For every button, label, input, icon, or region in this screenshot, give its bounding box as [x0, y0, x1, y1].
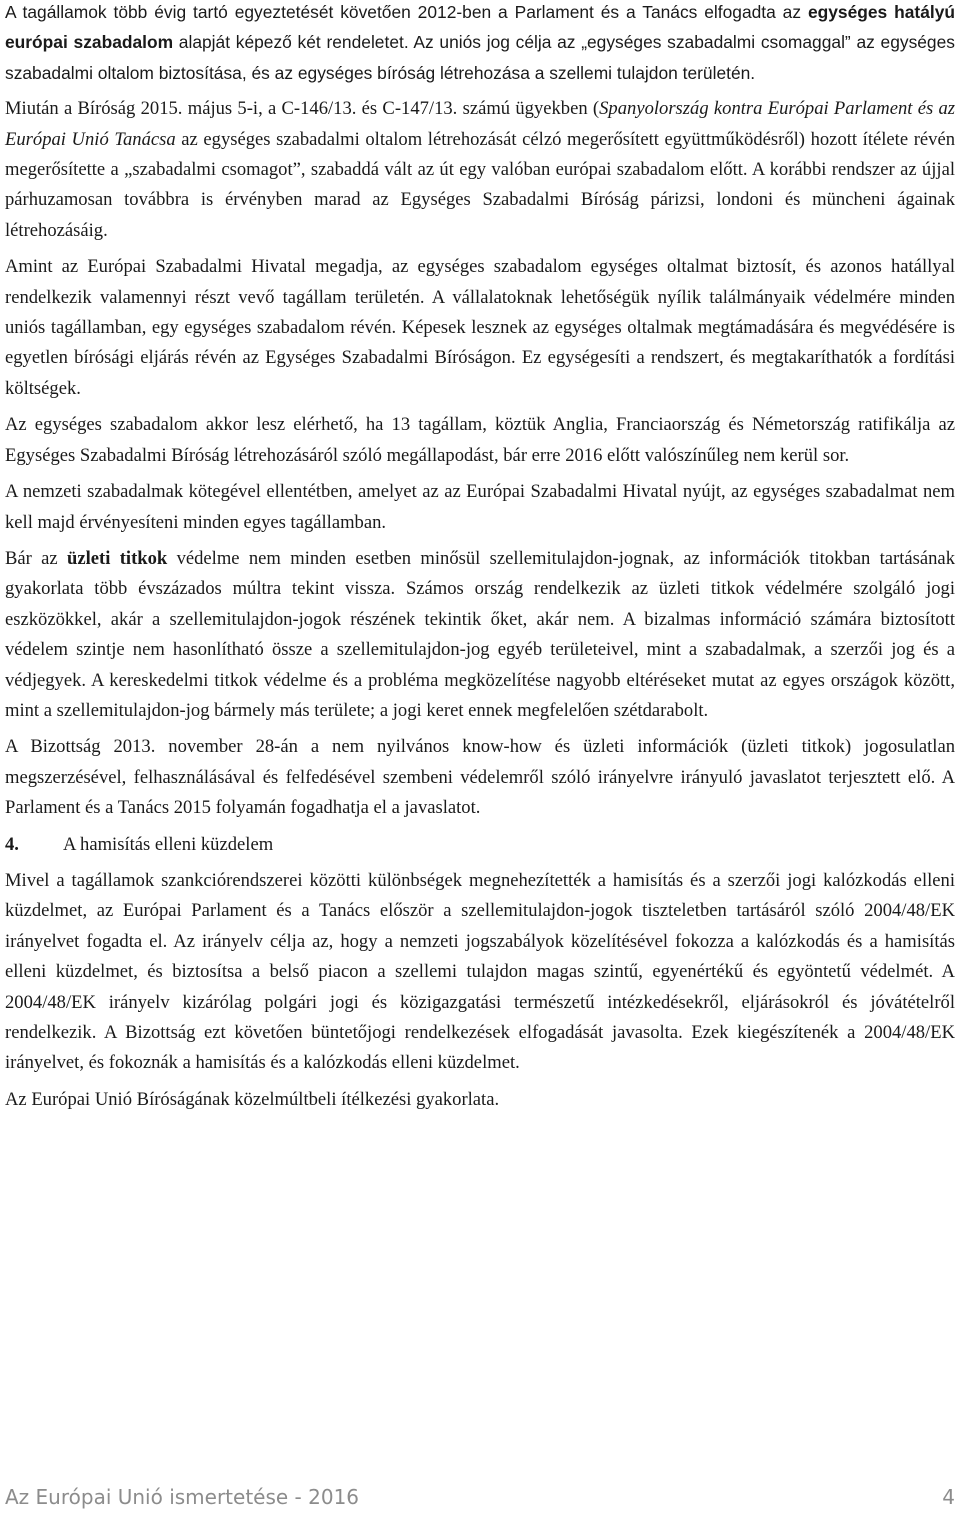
paragraph-unitary-patent-regulations: A tagállamok több évig tartó egyeztetését követően 2012-ben a Parlament és a Tanács elfogadta az egységes hatályú európai szabadalom alapját képező két rendeletet. Az uniós jog célja az „egységes szabadalmi csomaggal” az egységes szabadalmi oltalom biztosítása, és az egységes bíróság létrehozása a szellemi tulajdon területén.	[5, 2, 955, 83]
paragraph-ratification: Az egységes szabadalom akkor lesz elérhető, ha 13 tagállam, köztük Anglia, Franciaország és Németország ratifikálja az Egységes Szabadalmi Bíróság létrehozásáról szóló megállapodást, bár erre 2016 előtt valószínűleg nem kerül sor.	[5, 414, 955, 466]
bold-term-unitary-patent: egységes hatályú európai szabadalom	[5, 2, 955, 53]
paragraph-trade-secrets: Bár az üzleti titkok védelme nem minden esetben minősül szellemitulajdon-jognak, az információk titokban tartásának gyakorlata több évszázados múltra tekint vissza. Számos ország rendelkezik az üzleti titkok védelmére szolgáló jogi eszközökkel, akár a szellemitulajdon-jogok részének tekintik őket, akár nem. A bizalmas információ számára biztosított védelem szintje nem hasonlítható össze a szellemitulajdon-jog egyéb területeivel, mint a szabadalmak, a szerzői jog és a védjegyek. A kereskedelmi titkok védelme és a probléma megközelítése nagyobb eltéréseket mutat az egyes országok között, mint a szellemitulajdon-jog bármely más területe; a jogi keret ennek megfelelően szétdarabolt.	[5, 547, 955, 721]
paragraph-counterfeiting-directive: Mivel a tagállamok szankciórendszerei közötti különbségek megnehezítették a hamisítás és a szerzői jogi kalózkodás elleni küzdelmet, az Európai Parlament és a Tanács először a szellemitulajdon-jogok tiszteletben tartásáról szóló 2004/48/EK irányelvet fogadta el. Az irányelv célja az, hogy a nemzeti jogszabályok közelítésével fokozza a kalózkodás és a hamisítás elleni küzdelmet, és biztosítsa a belső piacon a szellemi tulajdon magas szintű, egyenértékű és egyöntetű védelmét. A 2004/48/EK irányelv kizárólag polgári jogi és közigazgatási természetű intézkedésekről, eljárásokról és jóvátételről rendelkezik. A Bizottság ezt követően büntetőjogi rendelkezések elfogadását javasolta. Ezek kiegészítenék a 2004/48/EK irányelvet, és fokoznák a hamisítás és a kalózkodás elleni küzdelmet.	[5, 869, 955, 1074]
paragraph-commission-proposal: A Bizottság 2013. november 28-án a nem nyilvános know-how és üzleti információk (üzleti titkok) jogosulatlan megszerzésével, felhasználásával és felfedésével szembeni védelemről szóló irányelvre irányuló javaslatot terjesztett elő. A Parlament és a Tanács 2015 folyamán fogadhatja el a javaslatot.	[5, 736, 955, 819]
footer-title: Az Európai Unió ismertetése - 2016	[5, 1485, 360, 1509]
section-heading	[5, 830, 955, 860]
italic-case-name: Spanyolország kontra Európai Parlament és az Európai Unió Tanácsa	[5, 98, 955, 150]
document-body	[5, 0, 955, 1121]
paragraph-national-patents: A nemzeti szabadalmak kötegével ellentétben, amelyet az az Európai Szabadalmi Hivatal nyújt, az egységes szabadalmat nem kell majd érvényesíteni minden egyes tagállamban.	[5, 481, 955, 533]
paragraph-epo-protection: Amint az Európai Szabadalmi Hivatal megadja, az egységes szabadalom egységes oltalmat biztosít, és azonos hatállyal rendelkezik valamennyi részt vevő tagállam területén. A vállalatoknak lehetőségük nyílik találmányaik védelmére minden uniós tagállamban, egy egységes szabadalom révén. Képesek lesznek az egységes oltalmak megtámadására és megvédésére is egyetlen bírósági eljárás révén az Egységes Szabadalmi Bíróságon. Ez egységesíti a rendszert, és megtakaríthatók a fordítási költségek.	[5, 256, 955, 399]
paragraph-court-ruling: Miután a Bíróság 2015. május 5-i, a C-146/13. és C-147/13. számú ügyekben (Spanyolország kontra Európai Parlament és az Európai Unió Tanácsa az egységes szabadalmi oltalom létrehozását célzó megerősített együttműködésről) hozott ítélete révén megerősítette a „szabadalmi csomagot”, szabaddá vált az út egy valóban európai szabadalom előtt. A korábbi rendszer az újjal párhuzamosan továbbra is érvényben marad az Egységes Szabadalmi Bíróság párizsi, londoni és müncheni ágainak létrehozásáig.	[5, 98, 955, 241]
page-footer	[5, 1485, 955, 1509]
section-number: 4.	[5, 833, 19, 855]
paragraph-case-law: Az Európai Unió Bíróságának közelmúltbeli ítélkezési gyakorlata.	[5, 1088, 500, 1110]
bold-term-trade-secrets: üzleti titkok	[67, 547, 168, 569]
section-title: A hamisítás elleni küzdelem	[63, 833, 274, 855]
page-number: 4	[942, 1485, 955, 1509]
